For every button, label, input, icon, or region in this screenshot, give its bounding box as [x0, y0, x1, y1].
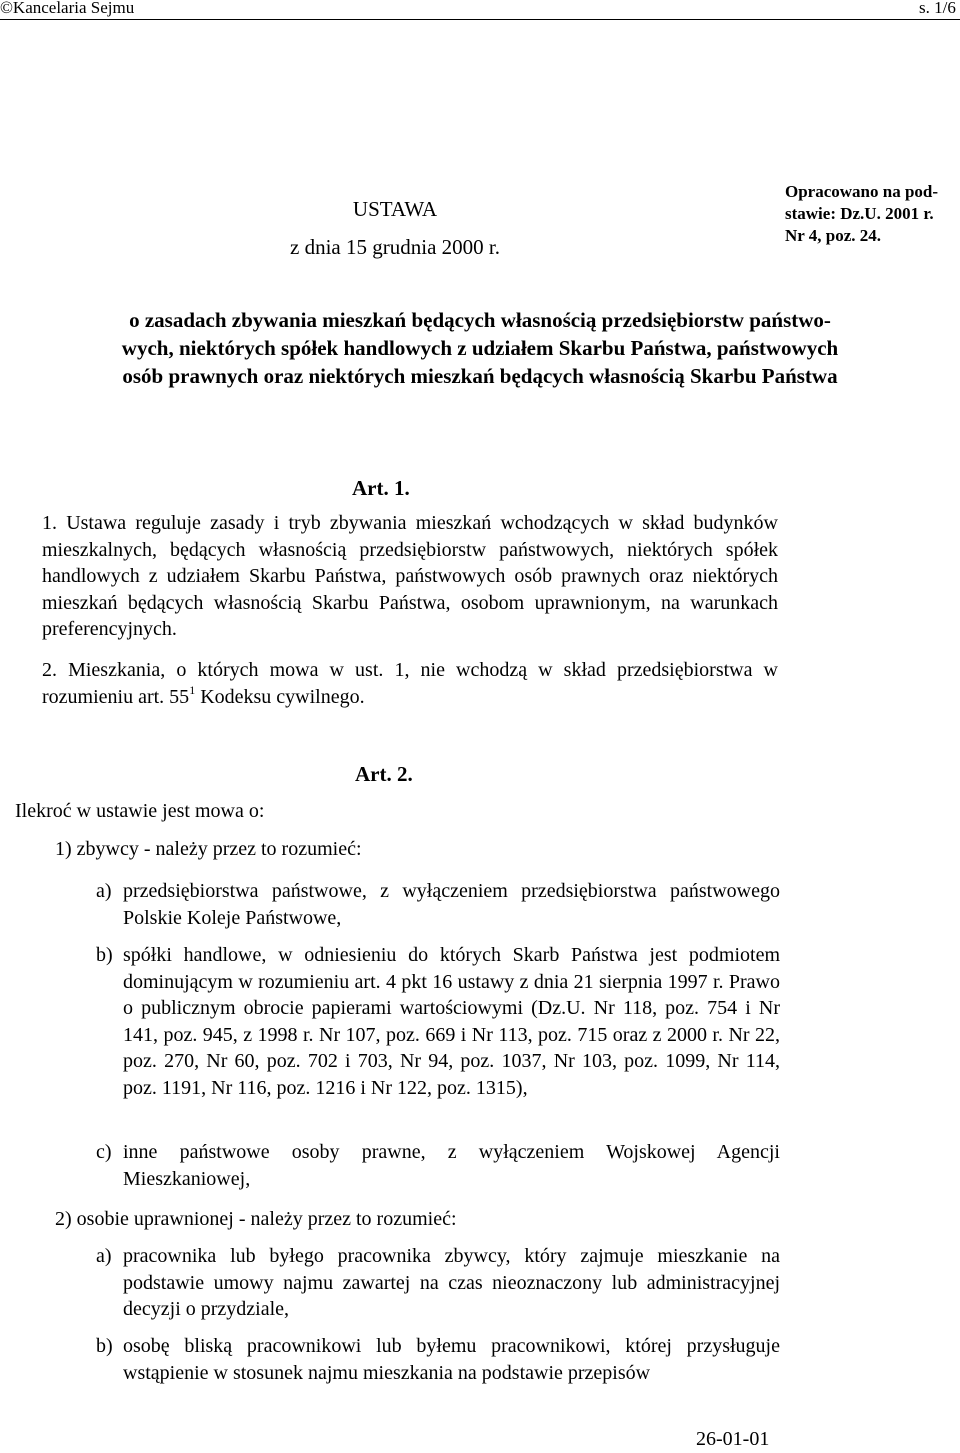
page-number: s. 1/6	[919, 0, 956, 17]
definition-1c	[96, 1139, 780, 1192]
act-type: USTAWA	[352, 197, 438, 221]
paragraph-number: 1.	[42, 512, 57, 534]
item-text: inne państwowe osoby prawne, z wyłączeniem Wojskowej Agencji Mieszkaniowej,	[123, 1141, 780, 1190]
paragraph-text: Ustawa reguluje zasady i tryb zbywania mieszkań wchodzących w skład budynków mieszkalnych, będących własnością przedsiębiorstw państwowych, niektórych spółek handlowych z udziałem Skarbu Państwa, państwowych osób prawnych oraz niektórych mieszkań będących własnością Skarbu Państwa, osobom uprawnionym, na warunkach preferencyjnych.	[42, 512, 778, 640]
act-date: z dnia 15 grudnia 2000 r.	[290, 235, 500, 259]
source-note-line: Opracowano na pod-	[785, 182, 939, 201]
item-text: przedsiębiorstwa państwowe, z wyłączeniem przedsiębiorstwa państwowego Polskie Koleje Państwowe,	[123, 880, 780, 929]
definition-1a	[96, 878, 780, 931]
article-1-paragraph-2	[42, 657, 778, 710]
act-title	[180, 190, 610, 266]
article-1-paragraph-1	[42, 510, 778, 643]
definition-item-1: 1) zbywcy - należy przez to rozumieć:	[55, 838, 362, 860]
source-note-line: stawie: Dz.U. 2001 r.	[785, 204, 934, 223]
source-note-line: Nr 4, poz. 24.	[785, 226, 882, 245]
subject-line: o zasadach zbywania mieszkań będących własnością przedsiębiorstw państwo-	[129, 308, 831, 332]
item-text: spółki handlowe, w odniesieniu do których Skarb Państwa jest podmiotem dominującym w rozumieniu art. 4 pkt 16 ustawy z dnia 21 sierpnia 1997 r. Prawo o publicznym obrocie papierami wartościowymi (Dz.U. Nr 118, poz. 754 i Nr 141, poz. 945, z 1998 r. Nr 107, poz. 669 i Nr 113, poz. 715 oraz z 2000 r. Nr 22, poz. 270, Nr 60, poz. 702 i 703, Nr 94, poz. 1037, Nr 103, poz. 1099, Nr 114, poz. 1191, Nr 116, poz. 1216 i Nr 122, poz. 1315),	[123, 944, 780, 1099]
superscript: 1	[189, 682, 196, 697]
paragraph-text: 2. Mieszkania, o których mowa w ust. 1, nie wchodzą w skład przedsiębiorstwa w rozumieniu art. 55	[42, 659, 778, 708]
source-note	[785, 181, 960, 247]
definition-2b	[96, 1333, 780, 1386]
subject-line: wych, niektórych spółek handlowych z udziałem Skarbu Państwa, państwowych	[121, 336, 839, 360]
header-rule	[0, 19, 960, 20]
subject-line: osób prawnych oraz niektórych mieszkań będących własnością Skarbu Państwa	[122, 364, 838, 388]
article-2-intro: Ilekroć w ustawie jest mowa o:	[15, 800, 265, 822]
item-label: b)	[96, 1335, 113, 1357]
definition-2a	[96, 1243, 780, 1323]
article-1-heading: Art. 1.	[352, 476, 410, 500]
item-text: osobę bliską pracownikowi lub byłemu pracownikowi, której przysługuje wstąpienie w stosunek najmu mieszkania na podstawie przepisów	[123, 1335, 780, 1384]
header-source: ©Kancelaria Sejmu	[0, 0, 135, 17]
item-label: a)	[96, 1245, 112, 1267]
definition-item-2: 2) osobie uprawnionej - należy przez to rozumieć:	[55, 1208, 457, 1230]
paragraph-tail: Kodeksu cywilnego.	[195, 685, 365, 708]
footer-date: 26-01-01	[696, 1428, 770, 1450]
definition-1b	[96, 942, 780, 1101]
item-text: pracownika lub byłego pracownika zbywcy, który zajmuje mieszkanie na podstawie umowy najmu zawartej na czas nieoznaczony lub administracyjnej decyzji o przydziale,	[123, 1245, 780, 1320]
act-subject	[0, 306, 960, 390]
item-label: b)	[96, 944, 113, 966]
item-label: c)	[96, 1141, 112, 1163]
article-2-heading: Art. 2.	[355, 762, 413, 786]
item-label: a)	[96, 880, 112, 902]
